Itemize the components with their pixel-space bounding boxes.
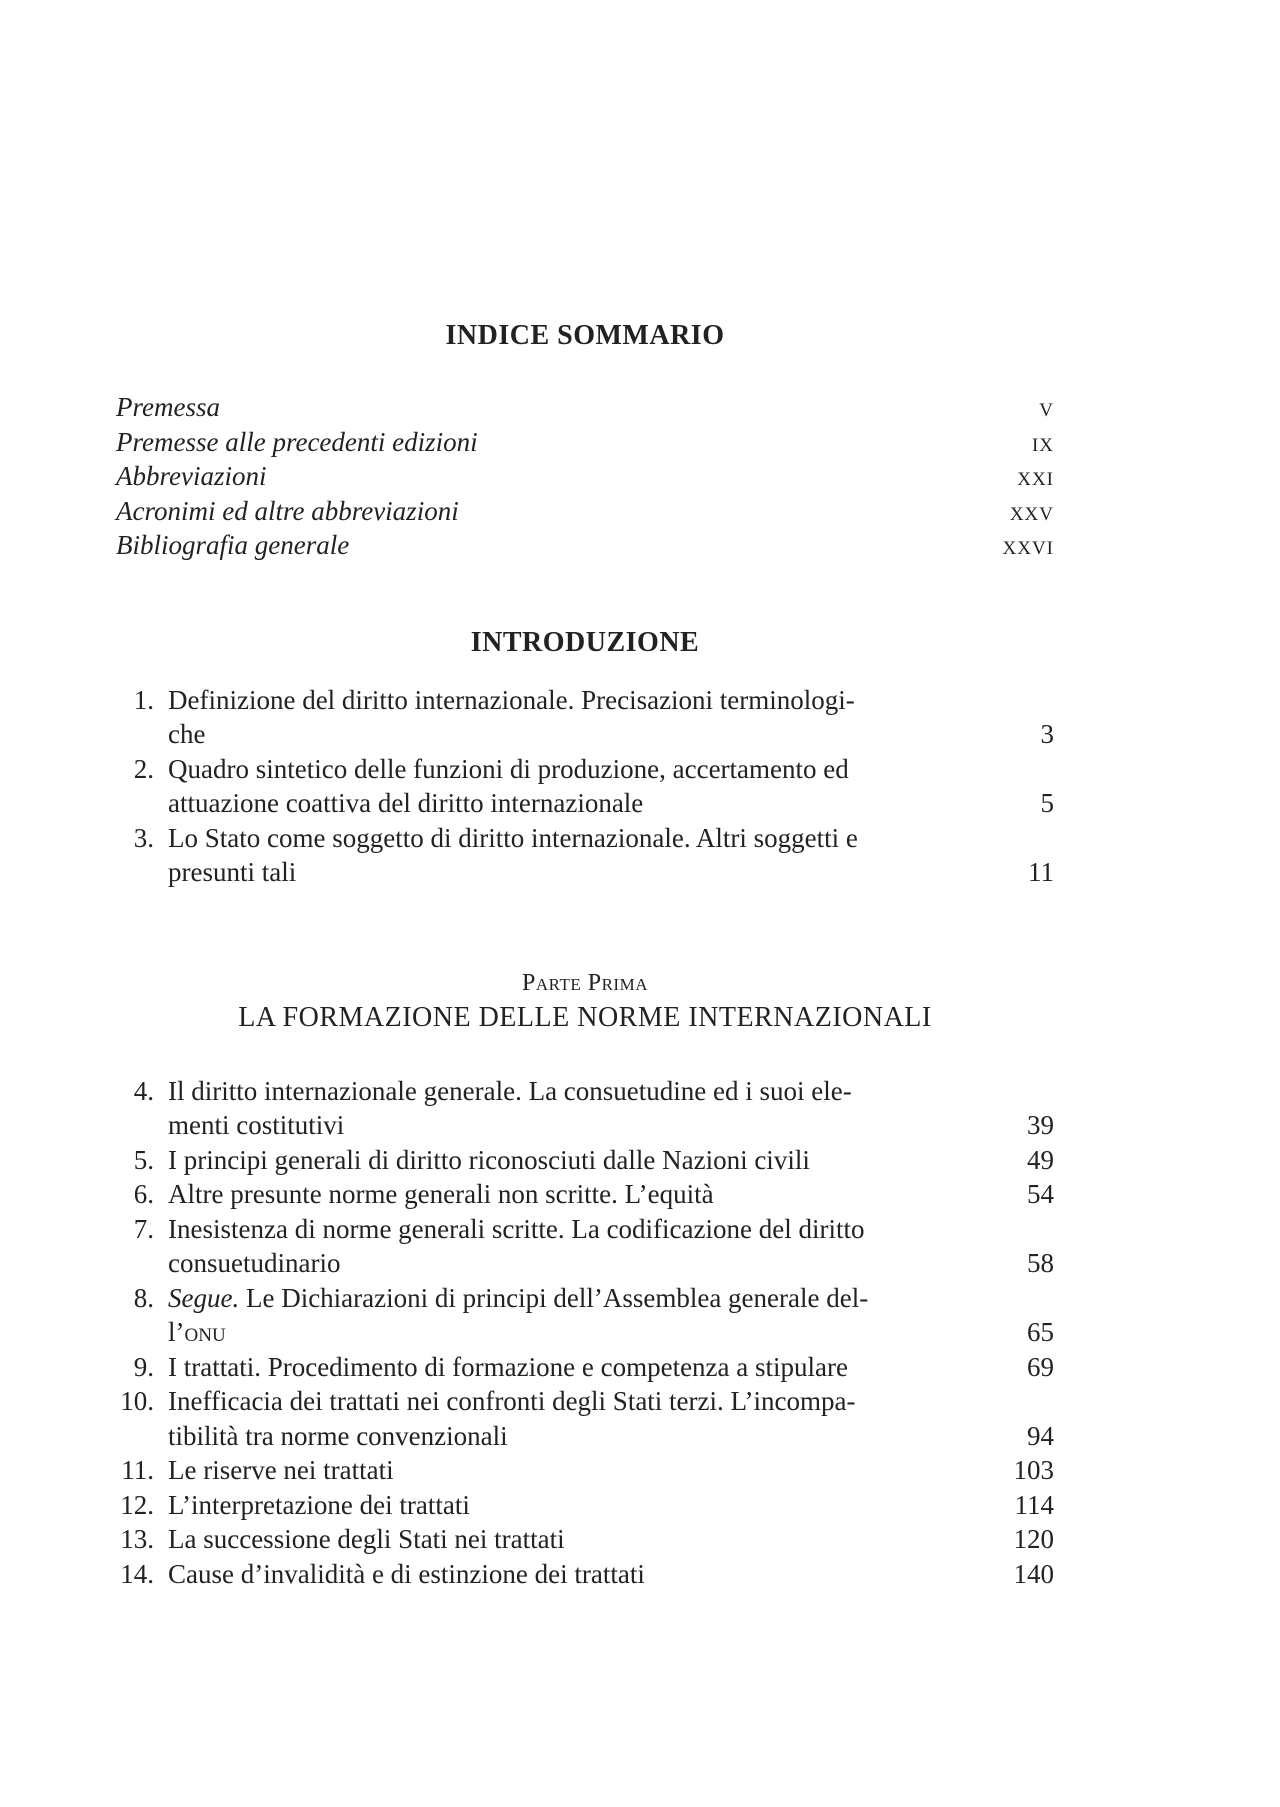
entry-number: 13. xyxy=(120,1524,154,1554)
entry-title: I principi generali di diritto riconosciuti dalle Nazioni civili xyxy=(168,1144,810,1175)
entry-page: 49 xyxy=(1027,1144,1054,1175)
entry-number: 4. xyxy=(133,1075,154,1106)
entry-page: 65 xyxy=(1027,1317,1054,1347)
entry-page: 69 xyxy=(1027,1351,1054,1382)
toc-entry[interactable] xyxy=(116,821,1054,890)
toc-entry[interactable] xyxy=(116,1488,1054,1523)
entry-page: 120 xyxy=(1013,1524,1054,1554)
part-heading xyxy=(116,968,1054,1036)
toc-entry[interactable] xyxy=(116,1350,1054,1385)
entry-page: 11 xyxy=(1028,857,1054,887)
entry-title: Cause d’invalidità e di estinzione dei trattati xyxy=(168,1558,645,1589)
entry-title: Inefficacia dei trattati nei confronti degli Stati terzi. L’incompa- tibilità tra norme convenzionali xyxy=(168,1386,856,1451)
toc-entry[interactable] xyxy=(116,1281,1054,1350)
front-matter-page: xxvi xyxy=(1002,530,1054,560)
part-one-entries xyxy=(116,1074,1054,1592)
entry-title: Inesistenza di norme generali scritte. La codificazione del diritto consuetudinario xyxy=(168,1213,865,1278)
entry-title: Le riserve nei trattati xyxy=(168,1455,394,1485)
entry-number: 12. xyxy=(120,1489,154,1520)
entry-page: 140 xyxy=(1013,1558,1054,1589)
entry-page: 103 xyxy=(1013,1455,1054,1485)
page-title: INDICE SOMMARIO xyxy=(445,320,725,351)
front-matter-title: Premessa xyxy=(116,392,220,422)
front-matter-page: xxi xyxy=(1017,461,1054,491)
entry-number: 2. xyxy=(133,753,154,784)
entry-page: 58 xyxy=(1027,1248,1054,1278)
front-matter-page: v xyxy=(1039,392,1054,422)
entry-page: 54 xyxy=(1027,1179,1054,1209)
front-matter-list xyxy=(116,390,1054,563)
entry-page: 94 xyxy=(1027,1420,1054,1451)
entry-number: 3. xyxy=(133,822,154,853)
toc-entry[interactable] xyxy=(116,1177,1054,1212)
entry-number: 7. xyxy=(133,1213,154,1244)
entry-number: 10. xyxy=(120,1386,154,1416)
toc-content xyxy=(116,318,1054,1591)
front-matter-item[interactable] xyxy=(116,528,1054,563)
toc-entry[interactable] xyxy=(116,1212,1054,1281)
entry-page: 114 xyxy=(1014,1489,1054,1520)
entry-number: 5. xyxy=(133,1144,154,1175)
entry-title: I trattati. Procedimento di formazione e competenza a stipulare xyxy=(168,1351,848,1382)
front-matter-item[interactable] xyxy=(116,494,1054,529)
front-matter-item[interactable] xyxy=(116,425,1054,460)
toc-entry[interactable] xyxy=(116,1453,1054,1488)
entry-title: Segue. Le Dichiarazioni di principi dell’Assemblea generale del- l’onu xyxy=(168,1282,869,1347)
entry-title: L’interpretazione dei trattati xyxy=(168,1489,470,1520)
entry-page: 3 xyxy=(1040,719,1054,749)
toc-entry[interactable] xyxy=(116,1557,1054,1592)
front-matter-title: Bibliografia generale xyxy=(116,530,350,560)
entry-title: Quadro sintetico delle funzioni di produzione, accertamento ed attuazione coattiva del diritto internazionale xyxy=(168,753,849,818)
toc-entry[interactable] xyxy=(116,1074,1054,1143)
entry-number: 1. xyxy=(133,684,154,715)
part-title: LA FORMAZIONE DELLE NORME INTERNAZIONALI xyxy=(238,1001,932,1033)
front-matter-title: Premesse alle precedenti edizioni xyxy=(116,426,478,457)
toc-entry[interactable] xyxy=(116,1384,1054,1453)
entry-number: 11. xyxy=(121,1455,154,1485)
toc-entry[interactable] xyxy=(116,683,1054,752)
entry-number: 14. xyxy=(120,1558,154,1589)
segue-label: Segue. xyxy=(168,1282,240,1313)
part-label: Parte Prima xyxy=(522,969,648,996)
entry-number: 9. xyxy=(133,1351,154,1382)
toc-entry[interactable] xyxy=(116,1522,1054,1557)
entry-number: 8. xyxy=(133,1282,154,1313)
front-matter-page: ix xyxy=(1031,426,1054,457)
entry-number: 6. xyxy=(133,1179,154,1209)
entry-page: 39 xyxy=(1027,1110,1054,1140)
front-matter-page: xxv xyxy=(1009,495,1054,526)
entry-title: Il diritto internazionale generale. La consuetudine ed i suoi ele- menti costitutivi xyxy=(168,1075,852,1140)
entry-title: Definizione del diritto internazionale. Precisazioni terminologi- che xyxy=(168,684,855,749)
front-matter-item[interactable] xyxy=(116,390,1054,425)
entry-title: La successione degli Stati nei trattati xyxy=(168,1524,565,1554)
toc-entry[interactable] xyxy=(116,1143,1054,1178)
acronym-onu: onu xyxy=(184,1317,226,1347)
toc-entry[interactable] xyxy=(116,752,1054,821)
introduction-entries xyxy=(116,683,1054,890)
entry-title: Lo Stato come soggetto di diritto internazionale. Altri soggetti e presunti tali xyxy=(168,822,858,887)
entry-page: 5 xyxy=(1040,788,1054,818)
section-heading-introduction: INTRODUZIONE xyxy=(470,626,700,658)
front-matter-item[interactable] xyxy=(116,459,1054,494)
front-matter-title: Abbreviazioni xyxy=(116,461,267,491)
front-matter-title: Acronimi ed altre abbreviazioni xyxy=(116,495,459,526)
entry-title: Altre presunte norme generali non scritte. L’equità xyxy=(168,1179,714,1209)
